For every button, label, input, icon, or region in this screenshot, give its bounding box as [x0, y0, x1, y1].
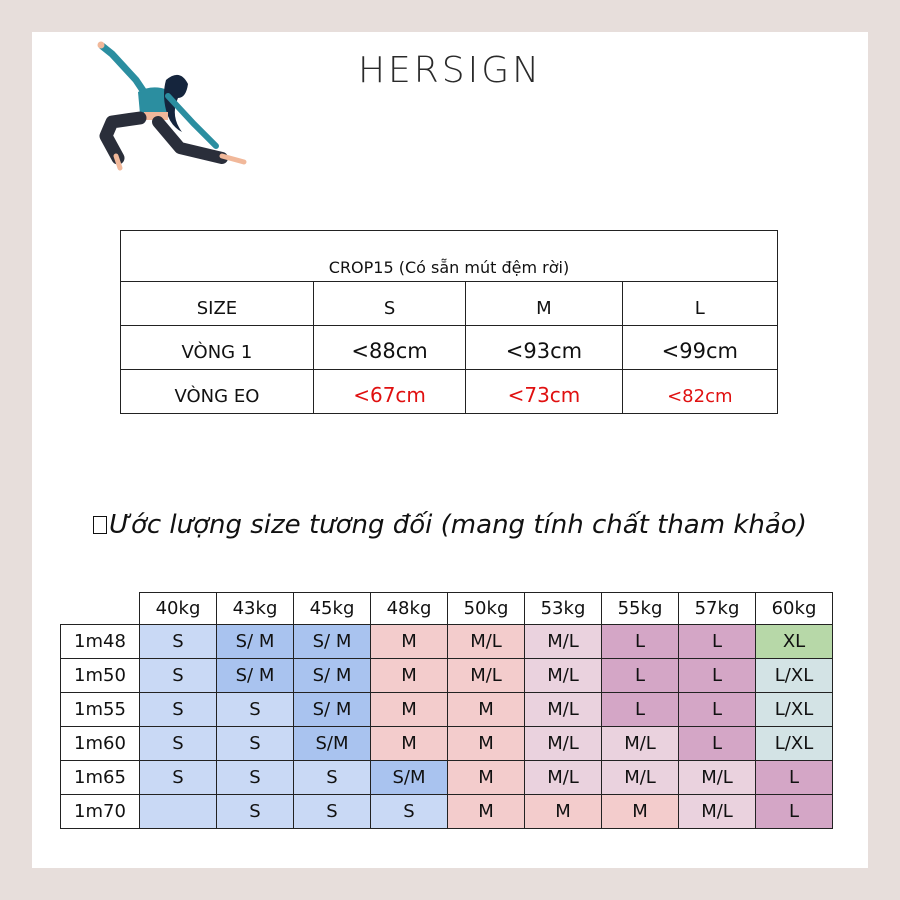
weight-header: 55kg: [602, 593, 679, 625]
checkbox-icon: [93, 516, 107, 534]
estimate-row: [61, 727, 833, 761]
size-cell: M: [448, 795, 525, 829]
size-cell: M: [371, 727, 448, 761]
size-cell: L: [679, 625, 756, 659]
weight-header: 60kg: [756, 593, 833, 625]
size-cell: S: [140, 727, 217, 761]
weight-header: 48kg: [371, 593, 448, 625]
size-cell: [140, 795, 217, 829]
estimate-heading-text: Ước lượng size tương đối (mang tính chất tham khảo): [109, 510, 807, 540]
estimate-table: [60, 592, 833, 829]
size-cell: S: [294, 795, 371, 829]
estimate-row: [61, 795, 833, 829]
height-label: 1m50: [61, 659, 140, 693]
size-cell: L: [679, 693, 756, 727]
height-label: 1m70: [61, 795, 140, 829]
size-cell: M/L: [679, 761, 756, 795]
estimate-heading: [0, 510, 900, 540]
weight-header-row: [61, 593, 833, 625]
size-cell: M/L: [448, 659, 525, 693]
size-header-s: S: [313, 282, 465, 326]
size-cell: XL: [756, 625, 833, 659]
size-cell: L/XL: [756, 693, 833, 727]
size-cell: M/L: [679, 795, 756, 829]
size-cell: S: [140, 625, 217, 659]
size-cell: M/L: [602, 761, 679, 795]
size-cell: S: [217, 727, 294, 761]
size-cell: L: [756, 795, 833, 829]
size-cell: S/ M: [217, 659, 294, 693]
size-cell: M/L: [525, 761, 602, 795]
size-cell: L: [756, 761, 833, 795]
size-cell: M: [448, 727, 525, 761]
size-cell: S: [217, 761, 294, 795]
size-cell: L: [602, 693, 679, 727]
brand-logo: HERSIGN: [357, 50, 543, 91]
corner-cell: [61, 593, 140, 625]
size-header-l: L: [622, 282, 777, 326]
weight-header: 50kg: [448, 593, 525, 625]
size-cell: S: [294, 761, 371, 795]
size-cell: L: [679, 727, 756, 761]
size-cell: S: [140, 659, 217, 693]
size-cell: S/ M: [217, 625, 294, 659]
vong1-s: <88cm: [313, 326, 465, 370]
row-label-vong-eo: VÒNG EO: [121, 370, 314, 414]
size-header-label: SIZE: [121, 282, 314, 326]
size-cell: M: [448, 761, 525, 795]
size-cell: L/XL: [756, 727, 833, 761]
height-label: 1m48: [61, 625, 140, 659]
size-cell: L: [679, 659, 756, 693]
size-cell: M/L: [525, 625, 602, 659]
weight-header: 45kg: [294, 593, 371, 625]
vong1-l: <99cm: [622, 326, 777, 370]
vong1-m: <93cm: [466, 326, 622, 370]
size-table: [120, 230, 778, 414]
size-cell: S: [217, 795, 294, 829]
weight-header: 40kg: [140, 593, 217, 625]
vong-eo-s: <67cm: [313, 370, 465, 414]
height-label: 1m60: [61, 727, 140, 761]
weight-header: 53kg: [525, 593, 602, 625]
size-cell: S/ M: [294, 693, 371, 727]
size-cell: M: [448, 693, 525, 727]
size-cell: M: [525, 795, 602, 829]
vong-eo-m: <73cm: [466, 370, 622, 414]
size-cell: L: [602, 625, 679, 659]
weight-header: 43kg: [217, 593, 294, 625]
vong-eo-l: <82cm: [622, 370, 777, 414]
size-cell: M: [371, 625, 448, 659]
estimate-row: [61, 693, 833, 727]
size-cell: L: [602, 659, 679, 693]
size-cell: L/XL: [756, 659, 833, 693]
size-cell: S: [217, 693, 294, 727]
size-cell: M: [371, 693, 448, 727]
size-cell: M: [371, 659, 448, 693]
size-cell: S/M: [294, 727, 371, 761]
estimate-row: [61, 761, 833, 795]
size-cell: S: [140, 761, 217, 795]
size-cell: M/L: [525, 727, 602, 761]
weight-header: 57kg: [679, 593, 756, 625]
size-cell: M/L: [525, 693, 602, 727]
size-cell: M/L: [602, 727, 679, 761]
size-cell: S: [140, 693, 217, 727]
row-label-vong1: VÒNG 1: [121, 326, 314, 370]
size-cell: M/L: [525, 659, 602, 693]
height-label: 1m55: [61, 693, 140, 727]
size-cell: S/ M: [294, 625, 371, 659]
size-cell: M: [602, 795, 679, 829]
size-cell: S/M: [371, 761, 448, 795]
size-cell: M/L: [448, 625, 525, 659]
height-label: 1m65: [61, 761, 140, 795]
size-table-caption: CROP15 (Có sẵn mút đệm rời): [121, 231, 778, 282]
size-cell: S/ M: [294, 659, 371, 693]
size-header-m: M: [466, 282, 622, 326]
estimate-row: [61, 659, 833, 693]
size-cell: S: [371, 795, 448, 829]
estimate-row: [61, 625, 833, 659]
